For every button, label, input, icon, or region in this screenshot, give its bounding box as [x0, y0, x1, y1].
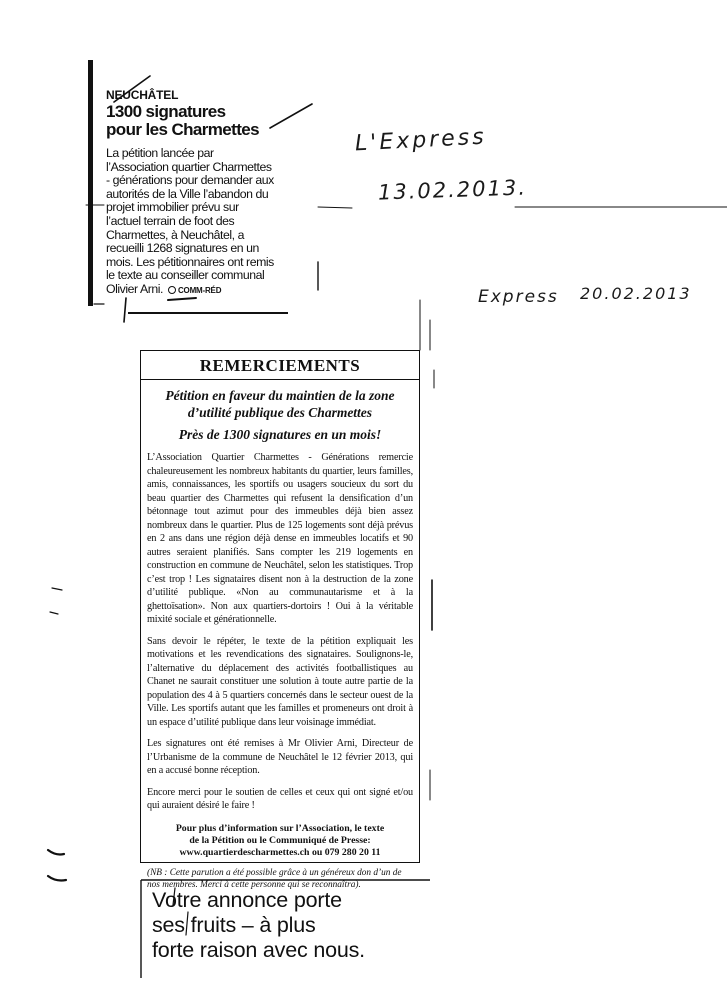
advert-note: (NB : Cette parution a été possible grâce à un généreux don d’un de nos membres. Merci à cette personne qui se reconnaîtra). [147, 867, 402, 890]
body-line: le texte au conseiller communal [106, 268, 265, 283]
promo-line: ses fruits – à plus [152, 913, 316, 937]
clipping-kicker: NEUCHÂTEL [106, 88, 179, 102]
body-line: La pétition lancée par [106, 146, 214, 160]
pen-stroke [270, 104, 312, 128]
subtitle-line: Pétition en faveur du maintien de la zone [165, 388, 395, 403]
advert-paragraph: Les signatures ont été remises à Mr Olivier Arni, Directeur de l’Urbanisme de la commune de Neuchâtel le 12 février 2013, qui en a accusé bonne réception. [147, 738, 413, 776]
body-line: autorités de la Ville l’abandon du [106, 186, 269, 201]
cut-line [124, 298, 126, 322]
pen-stroke [186, 912, 188, 935]
cut-line [168, 298, 196, 300]
promo-line: forte raison avec nous. [152, 938, 365, 962]
advert-paragraph: L’Association Quartier Charmettes - Générations remercie chaleureusement les nombreux habitants du quartier, leurs familles, amis, connaissances, les sportifs ou usagers soucieux du sort du beau quartier des Charmettes qui refusent la densification d’un bétonnage tout azimut pour des immeubles déjà bien assez nombreux dans le quartier. Plus de 125 logements sont déjà prévus en 2 ans dans une région déjà dense en immeubles locatifs et 90 autres seraient planifiés. Sans compter les 219 logements en construction en commune de Neuchâtel, selon les statistiques. Trop c’est trop ! Les signataires disent non à la destruction de la zone d’utilité publique. «Non au communautarisme et à la ghettoïsation». Non aux quartiers-dortoirs ! Oui à la véritable mixité sociale et générationnelle. [147, 452, 413, 625]
subtitle-line: d’utilité publique des Charmettes [187, 405, 373, 420]
pen-stroke [48, 876, 66, 881]
info-line: www.quartierdescharmettes.ch ou 079 280 20 11 [179, 846, 381, 858]
body-line: Charmettes, à Neuchâtel, a [106, 227, 244, 242]
cut-line [52, 588, 62, 590]
advert-paragraph: Sans devoir le répéter, le texte de la pétition expliquait les motivations et les revendications des signataires. Soulignons-le, l’alternative du déplacement des activités footballistiques au Chanet ne saurait constituer une solution à toute autre partie de la population des 4 à 5 quartiers concernés dans le secteur ouest de la Ville. Les sportifs autant que les familles et promeneurs ont droit à un espace d’utilité publique dans leur voisinage immédiat. [147, 635, 413, 728]
cut-line [50, 612, 58, 614]
info-line: de la Pétition ou le Communiqué de Presse: [189, 834, 371, 846]
pen-stroke [48, 850, 64, 855]
body-line: - générations pour demander aux [106, 173, 274, 188]
clipping-credit: COMM-RÉD [177, 285, 222, 295]
handwritten-date-2: 20.02.2013 [580, 284, 692, 303]
handwritten-publication-1: L'Express [354, 124, 488, 157]
advert-title: REMERCIEMENTS [141, 351, 419, 380]
handwritten-publication-2: Express [478, 287, 559, 307]
info-line: Pour plus d’information sur l’Association, le texte [175, 822, 385, 834]
body-line: l’actuel terrain de foot des [106, 213, 235, 228]
body-line: projet immobilier prévu sur [106, 200, 239, 215]
headline-line: 1300 signatures [106, 102, 226, 121]
advert-paragraph: Encore merci pour le soutien de celles et ceux qui ont signé et/ou qui auraient désiré le faire ! [147, 786, 413, 811]
body-line: mois. Les pétitionnaires ont remis [106, 254, 274, 269]
body-line: recueilli 1268 signatures en un [106, 241, 259, 256]
pen-stroke [173, 888, 175, 905]
cut-line [318, 207, 352, 208]
handwritten-date-1: 13.02.2013. [377, 175, 528, 205]
promo-line: Votre annonce porte [152, 888, 342, 912]
pen-stroke [114, 76, 150, 102]
body-line: Olivier Arni. [106, 281, 164, 296]
headline-line: pour les Charmettes [106, 120, 259, 139]
body-line: l’Association quartier Charmettes [106, 159, 272, 174]
advert-subtitle-2: Près de 1300 signatures en un mois! [178, 427, 382, 442]
